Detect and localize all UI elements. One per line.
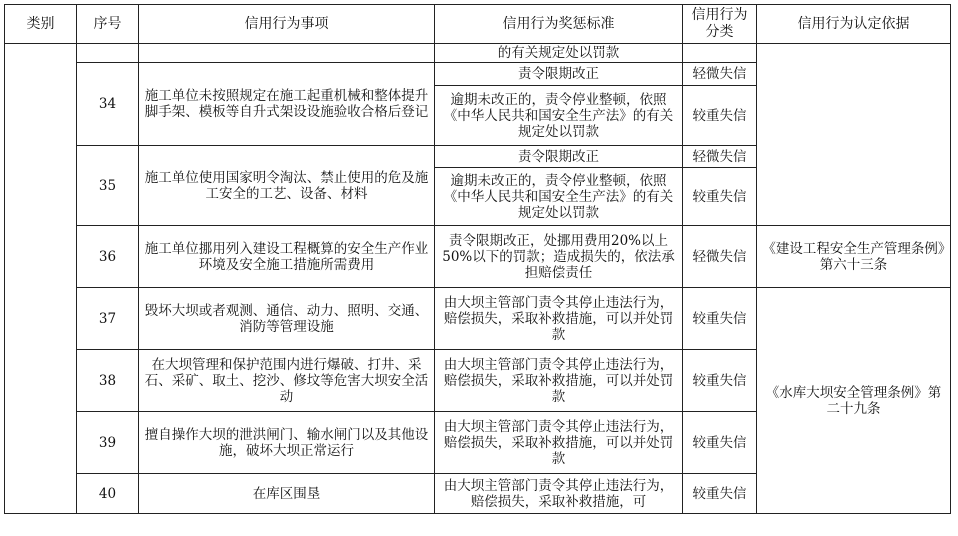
- number-cell: 35: [77, 146, 139, 226]
- standard-cell: 责令限期改正: [435, 146, 683, 168]
- classification-cell: 较重失信: [683, 474, 757, 514]
- standard-cell: 责令限期改正，处挪用费用20%以上50%以下的罚款；造成损失的，依法承担赔偿责任: [435, 226, 683, 288]
- table-row-fragment: [5, 44, 951, 63]
- standard-cell: 逾期未改正的，责令停业整顿，依照《中华人民共和国安全生产法》的有关规定处以罚款: [435, 168, 683, 226]
- header-classification-line2: 分类: [705, 24, 734, 40]
- header-category: 类别: [5, 5, 77, 44]
- header-basis: 信用行为认定依据: [757, 5, 951, 44]
- table-header-row: [5, 5, 951, 44]
- basis-cell: 《建设工程安全生产管理条例》第六十三条: [757, 226, 951, 288]
- item-cell: 擅自操作大坝的泄洪闸门、输水闸门以及其他设施，破坏大坝正常运行: [139, 412, 435, 474]
- item-cell: 施工单位未按照规定在施工起重机械和整体提升脚手架、模板等自升式架设设施验收合格后登记: [139, 63, 435, 146]
- item-cell: 施工单位使用国家明令淘汰、禁止使用的危及施工安全的工艺、设备、材料: [139, 146, 435, 226]
- credit-table: [4, 4, 951, 514]
- item-cell: 毁坏大坝或者观测、通信、动力、照明、交通、消防等管理设施: [139, 288, 435, 350]
- number-cell: 39: [77, 412, 139, 474]
- number-cell: 36: [77, 226, 139, 288]
- table-row: [5, 288, 951, 350]
- number-cell: 37: [77, 288, 139, 350]
- number-cell: 34: [77, 63, 139, 146]
- item-cell: 在库区围垦: [139, 474, 435, 514]
- table-row: [5, 226, 951, 288]
- header-standard: 信用行为奖惩标准: [435, 5, 683, 44]
- header-number: 序号: [77, 5, 139, 44]
- basis-cell: [757, 44, 951, 226]
- basis-cell: 《水库大坝安全管理条例》第二十九条: [757, 288, 951, 514]
- standard-cell: 逾期未改正的，责令停业整顿，依照《中华人民共和国安全生产法》的有关规定处以罚款: [435, 86, 683, 146]
- classification-cell: 较重失信: [683, 288, 757, 350]
- number-cell: 38: [77, 350, 139, 412]
- classification-cell: 轻微失信: [683, 146, 757, 168]
- header-classification: [683, 5, 757, 44]
- classification-cell: 轻微失信: [683, 63, 757, 86]
- header-item: 信用行为事项: [139, 5, 435, 44]
- item-cell: 施工单位挪用列入建设工程概算的安全生产作业环境及安全施工措施所需费用: [139, 226, 435, 288]
- standard-cell: 由大坝主管部门责令其停止违法行为，赔偿损失，采取补救措施，可: [435, 474, 683, 514]
- item-cell: 在大坝管理和保护范围内进行爆破、打井、采石、采矿、取土、挖沙、修坟等危害大坝安全活动: [139, 350, 435, 412]
- item-cell: [139, 44, 435, 63]
- number-cell: 40: [77, 474, 139, 514]
- standard-cell: 由大坝主管部门责令其停止违法行为，赔偿损失，采取补救措施，可以并处罚款: [435, 350, 683, 412]
- number-cell: [77, 44, 139, 63]
- standard-cell: 由大坝主管部门责令其停止违法行为，赔偿损失，采取补救措施，可以并处罚款: [435, 288, 683, 350]
- standard-cell: 的有关规定处以罚款: [435, 44, 683, 63]
- standard-cell: 责令限期改正: [435, 63, 683, 86]
- classification-cell: 较重失信: [683, 86, 757, 146]
- classification-cell: [683, 44, 757, 63]
- standard-cell: 由大坝主管部门责令其停止违法行为，赔偿损失，采取补救措施，可以并处罚款: [435, 412, 683, 474]
- classification-cell: 较重失信: [683, 168, 757, 226]
- category-cell: [5, 44, 77, 514]
- header-classification-line1: 信用行为: [691, 7, 748, 23]
- classification-cell: 较重失信: [683, 350, 757, 412]
- classification-cell: 较重失信: [683, 412, 757, 474]
- classification-cell: 轻微失信: [683, 226, 757, 288]
